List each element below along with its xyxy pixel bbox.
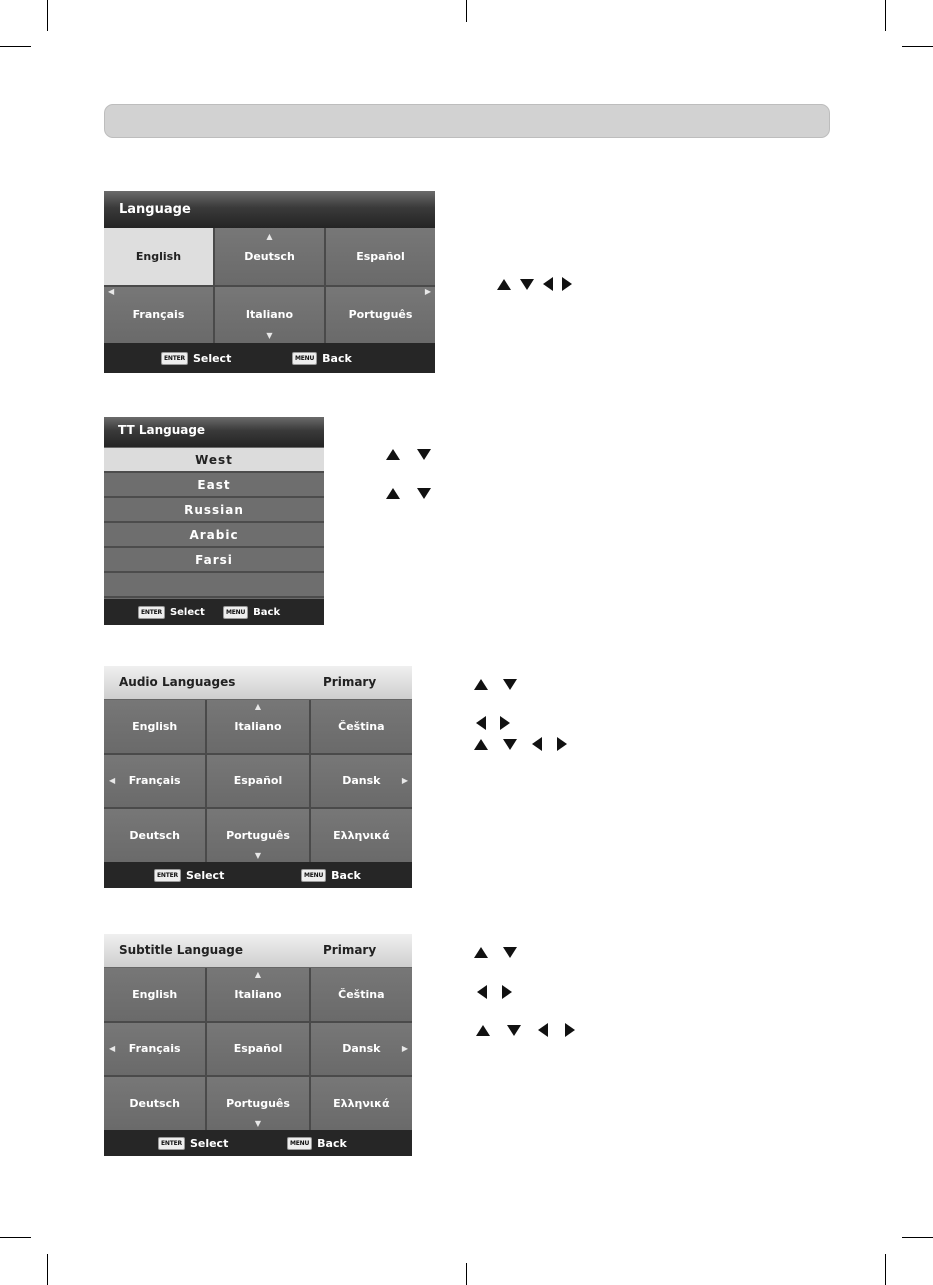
menu-title-bar: [104, 666, 412, 699]
crop-mark: [466, 0, 467, 22]
subtitle-language-option[interactable]: ◀ Français: [104, 1023, 205, 1076]
nav-arrows: [497, 277, 572, 291]
nav-arrows: [474, 947, 517, 958]
menu-title: Subtitle Language: [119, 943, 244, 957]
crop-mark: [0, 46, 31, 47]
nav-arrows: [474, 737, 567, 751]
menu-footer: [104, 1130, 412, 1156]
audio-language-option[interactable]: ◀ Français: [104, 755, 205, 808]
arrow-down-icon: [507, 1025, 521, 1036]
subtitle-language-grid: [104, 968, 412, 1130]
audio-language-option[interactable]: Dansk ▶: [311, 755, 412, 808]
crop-mark: [47, 1254, 48, 1285]
scroll-right-icon: ▶: [424, 286, 431, 296]
arrow-up-icon: [474, 947, 488, 958]
subtitle-language-option[interactable]: Čeština: [311, 968, 412, 1021]
arrow-left-icon: [532, 737, 542, 751]
audio-language-option[interactable]: English: [104, 700, 205, 753]
crop-mark: [466, 1263, 467, 1285]
enter-key-icon: ENTER: [158, 1137, 185, 1150]
subtitle-language-option[interactable]: Português ▼: [207, 1077, 308, 1130]
subtitle-language-option[interactable]: Dansk ▶: [311, 1023, 412, 1076]
arrow-right-icon: [557, 737, 567, 751]
select-hint[interactable]: ENTER Select: [154, 862, 224, 888]
nav-arrows: [477, 985, 512, 999]
nav-arrows: [474, 679, 517, 690]
audio-language-option[interactable]: Português ▼: [207, 809, 308, 862]
select-hint[interactable]: ENTER Select: [161, 343, 231, 373]
back-hint[interactable]: MENU Back: [223, 599, 280, 625]
section-header-bar: [104, 104, 830, 138]
nav-arrows: [476, 716, 510, 730]
language-option[interactable]: English: [104, 228, 213, 285]
language-menu: [104, 191, 435, 373]
subtitle-language-option[interactable]: Español: [207, 1023, 308, 1076]
select-hint[interactable]: ENTER Select: [158, 1130, 228, 1156]
menu-key-icon: MENU: [292, 352, 317, 365]
language-option[interactable]: ▶ Português: [326, 287, 435, 344]
subtitle-language-option[interactable]: Deutsch: [104, 1077, 205, 1130]
scroll-up-icon: ▲: [254, 970, 262, 979]
crop-mark: [47, 0, 48, 31]
tt-language-option[interactable]: East: [104, 473, 324, 498]
crop-mark: [885, 1254, 886, 1285]
scroll-up-icon: ▲: [254, 702, 262, 711]
back-hint[interactable]: MENU Back: [287, 1130, 347, 1156]
audio-language-grid: [104, 700, 412, 862]
crop-mark: [0, 1237, 31, 1238]
arrow-up-icon: [476, 1025, 490, 1036]
scroll-up-icon: ▲: [266, 232, 273, 241]
language-option[interactable]: ◀ Français: [104, 287, 213, 344]
audio-language-option[interactable]: ▲ Italiano: [207, 700, 308, 753]
arrow-left-icon: [477, 985, 487, 999]
audio-language-option[interactable]: Deutsch: [104, 809, 205, 862]
language-option[interactable]: ▲ Deutsch: [215, 228, 324, 285]
subtitle-language-option[interactable]: Ελληνικά: [311, 1077, 412, 1130]
back-hint[interactable]: MENU Back: [301, 862, 361, 888]
arrow-down-icon: [417, 488, 431, 499]
crop-mark: [902, 1237, 933, 1238]
scroll-right-icon: ▶: [401, 1044, 408, 1054]
language-grid: [104, 228, 435, 343]
arrow-right-icon: [500, 716, 510, 730]
nav-arrows: [386, 449, 431, 460]
mode-value[interactable]: Primary: [323, 943, 377, 957]
audio-language-option[interactable]: Čeština: [311, 700, 412, 753]
subtitle-language-option[interactable]: ▲ Italiano: [207, 968, 308, 1021]
arrow-up-icon: [474, 739, 488, 750]
audio-languages-menu: [104, 666, 412, 888]
tt-empty-row: [104, 573, 324, 598]
scroll-down-icon: ▼: [266, 331, 273, 340]
arrow-down-icon: [417, 449, 431, 460]
arrow-down-icon: [503, 679, 517, 690]
arrow-right-icon: [562, 277, 572, 291]
arrow-left-icon: [476, 716, 486, 730]
menu-title-bar: [104, 934, 412, 967]
audio-language-option[interactable]: Ελληνικά: [311, 809, 412, 862]
arrow-left-icon: [538, 1023, 548, 1037]
menu-key-icon: MENU: [223, 606, 248, 619]
tt-language-option[interactable]: West: [104, 448, 324, 473]
crop-mark: [885, 0, 886, 31]
subtitle-language-menu: [104, 934, 412, 1156]
arrow-up-icon: [497, 279, 511, 290]
language-option[interactable]: Español: [326, 228, 435, 285]
audio-language-option[interactable]: Español: [207, 755, 308, 808]
arrow-right-icon: [565, 1023, 575, 1037]
tt-language-option[interactable]: Russian: [104, 498, 324, 523]
menu-title: TT Language: [104, 417, 324, 447]
back-hint[interactable]: MENU Back: [292, 343, 352, 373]
scroll-down-icon: ▼: [254, 1119, 262, 1128]
enter-key-icon: ENTER: [138, 606, 165, 619]
arrow-up-icon: [386, 449, 400, 460]
mode-value[interactable]: Primary: [323, 675, 377, 689]
language-option[interactable]: Italiano ▼: [215, 287, 324, 344]
arrow-up-icon: [474, 679, 488, 690]
arrow-down-icon: [503, 739, 517, 750]
enter-key-icon: ENTER: [154, 869, 181, 882]
nav-arrows: [386, 488, 431, 499]
scroll-left-icon: ◀: [109, 1044, 116, 1054]
menu-title: Audio Languages: [119, 675, 236, 689]
scroll-left-icon: ◀: [108, 286, 115, 296]
arrow-down-icon: [503, 947, 517, 958]
select-hint[interactable]: ENTER Select: [138, 599, 205, 625]
nav-arrows: [476, 1023, 575, 1037]
subtitle-language-option[interactable]: English: [104, 968, 205, 1021]
enter-key-icon: ENTER: [161, 352, 188, 365]
menu-footer: [104, 862, 412, 888]
tt-language-option[interactable]: Arabic: [104, 523, 324, 548]
menu-title: Language: [104, 191, 435, 228]
arrow-up-icon: [386, 488, 400, 499]
menu-footer: [104, 599, 324, 625]
menu-key-icon: MENU: [301, 869, 326, 882]
tt-language-menu: [104, 417, 324, 625]
scroll-down-icon: ▼: [254, 851, 262, 860]
crop-mark: [902, 46, 933, 47]
scroll-right-icon: ▶: [401, 776, 408, 786]
arrow-right-icon: [502, 985, 512, 999]
scroll-left-icon: ◀: [109, 776, 116, 786]
menu-key-icon: MENU: [287, 1137, 312, 1150]
arrow-down-icon: [520, 279, 534, 290]
arrow-left-icon: [543, 277, 553, 291]
tt-language-option[interactable]: Farsi: [104, 548, 324, 573]
menu-footer: [104, 343, 435, 373]
